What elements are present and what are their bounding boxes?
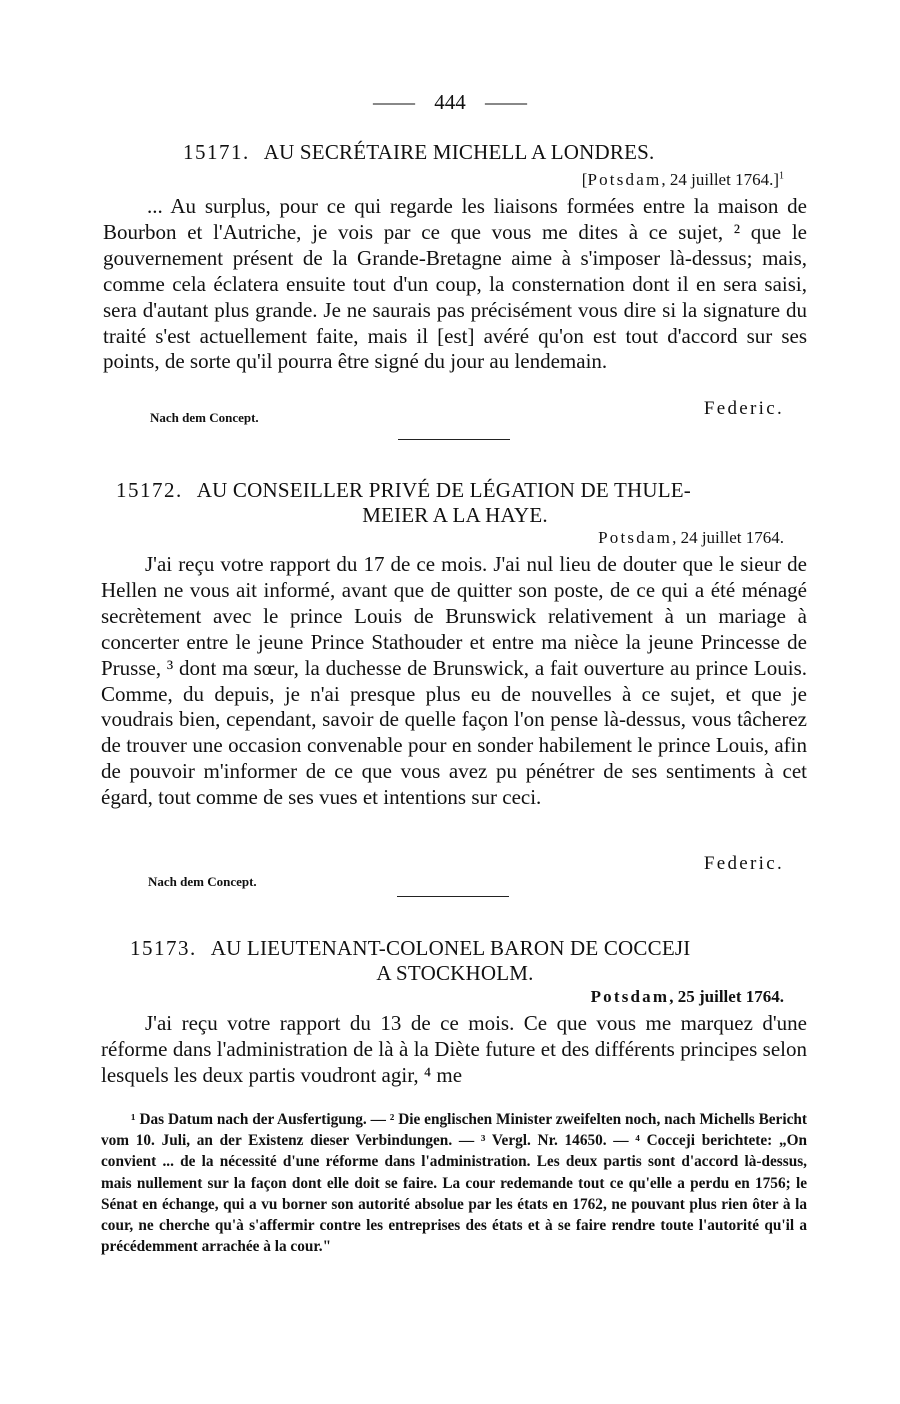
- letter-heading-15171: [183, 140, 654, 165]
- date-place: Potsdam: [590, 987, 670, 1006]
- page-header: [0, 90, 900, 115]
- date-text: , 25 juillet 1764.: [669, 987, 784, 1006]
- letter-title: AU CONSEILLER PRIVÉ DE LÉGATION DE THULE-: [196, 478, 692, 502]
- letter-body: [101, 552, 807, 811]
- section-divider: [398, 439, 510, 440]
- footnote-text: ¹ Das Datum nach der Ausfertigung. — ² Die englischen Minister zweifelten noch, nach Michells Bericht vom 10. Juli, an der Existenz dieser Verbindungen. — ³ Vergl. Nr. 14650. — ⁴ Cocceji berichtete: „On convient ... de la nécessité d'une réforme dans l'administration. Les deux partis sont d'accord là-dessus, mais nullement sur la façon dont elle doit se faire. La cour redemande tout ce qu'elle a perdu en 1756; le Sénat en échange, qui a vu borner son autorité absolue par les états en 1762, ne pouvant plus rien ôter à la cour, ne cherche qu'à s'affermir contre les entreprises des états et à se faire rendre toute l'autorité qu'il a précédemment arrachée à la cour.": [101, 1111, 807, 1256]
- date-place: Potsdam: [587, 170, 662, 189]
- footnotes: [101, 1109, 807, 1257]
- date-text: , 24 juillet 1764.: [672, 528, 784, 547]
- source-note: Nach dem Concept.: [148, 874, 257, 889]
- letter-body: [103, 194, 807, 375]
- date-text: , 24 juillet 1764.: [661, 170, 774, 189]
- letter-number: 15172.: [116, 478, 183, 502]
- footnote-marker: 1: [779, 170, 784, 182]
- date-place: Potsdam: [598, 528, 673, 547]
- source-note: Nach dem Concept.: [150, 410, 259, 425]
- letter-text: J'ai reçu votre rapport du 17 de ce mois. J'ai nul lieu de douter que le sieur de Hellen ne vous ait informé, avant que de quitter son poste, de ce qui a été ménagé secrètement avec le prince Louis de Brunswick relativement à un mariage à concerter entre le jeune Prince Stathouder et entre ma nièce la jeune Princesse de Prusse, ³ dont ma sœur, la duchesse de Brunswick, a fait ouverture au prince Louis. Comme, du depuis, je n'ai presque plus eu de nouvelles à ce sujet, et que je voudrais bien, cependant, savoir de quelle façon l'on pense là-dessus, vous tâcherez de trouver une occasion convenable pour en sonder habilement le prince Louis, afin de pouvoir m'informer de ce que vous avez pu pénétrer de ses sentiments à cet égard, tout comme de ses vues et intentions sur ceci.: [101, 552, 807, 810]
- letter-title-continued: MEIER A LA HAYE.: [362, 503, 548, 527]
- signature: Federic.: [703, 398, 784, 419]
- section-divider: [397, 896, 509, 897]
- header-dash-left: ——: [373, 90, 415, 114]
- letter-body: [101, 1011, 807, 1089]
- letter-date: [Potsdam, 24 juillet 1764.]$^1$: [581, 170, 784, 189]
- letter-text: ... Au surplus, pour ce qui regarde les liaisons formées entre la maison de Bourbon et l'Autriche, je vois par ce que vous me dites à ce sujet, ² que le gouvernement présent de la Grande-Bretagne aime à s'imposer là-dessus; mais, comme cela éclatera ensuite tout d'un coup, la consternation dont il en sera saisi, sera d'autant plus grande. Je ne saurais pas précisément vous dire si la signature du traité s'est actuellement faite, mais il [est] avéré qu'on est tout d'accord sur ses points, de sorte qu'il pourra être signé du jour au lendemain.: [103, 194, 807, 374]
- letter-date: [591, 987, 784, 1007]
- page-number: 444: [434, 90, 466, 114]
- letter-text: J'ai reçu votre rapport du 13 de ce mois. Ce que vous me marquez d'une réforme dans l'administration de là à la Diète future et des différents principes selon lesquels les deux partis voudront agir, ⁴ me: [101, 1011, 807, 1087]
- signature: Federic.: [703, 853, 784, 874]
- letter-title: AU LIEUTENANT-COLONEL BARON DE COCCEJI: [210, 936, 691, 960]
- letter-number: 15173.: [130, 936, 197, 960]
- letter-title: AU SECRÉTAIRE MICHELL A LONDRES.: [263, 140, 655, 164]
- letter-date: [598, 528, 784, 548]
- letter-title-continued: A STOCKHOLM.: [376, 961, 534, 985]
- letter-heading-15173: [130, 936, 690, 961]
- letter-number: 15171.: [183, 140, 250, 164]
- letter-heading-15172: [116, 478, 691, 503]
- header-dash-right: ——: [485, 90, 527, 114]
